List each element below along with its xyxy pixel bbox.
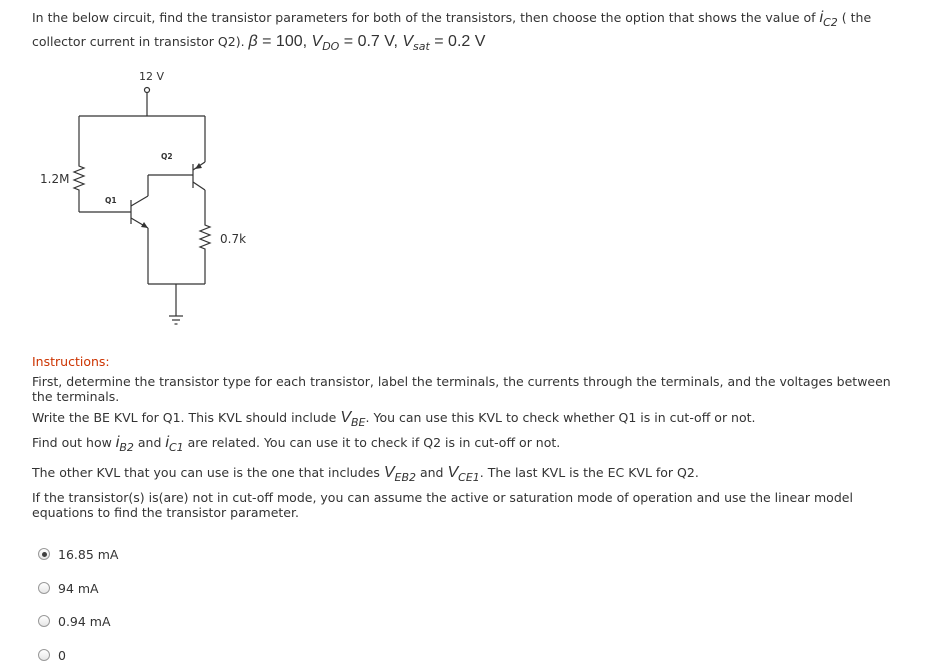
option-2[interactable] xyxy=(38,580,99,596)
q2-collector-lead xyxy=(193,182,205,190)
radio-button[interactable] xyxy=(38,615,50,627)
instruction-p5: If the transistor(s) is(are) not in cut-off mode, you can assume the active or saturation mode of operation and use the linear model equations to find the transistor parameter. xyxy=(32,490,853,520)
q1-collector-lead xyxy=(131,196,148,206)
q1-label: Q1 xyxy=(105,196,117,205)
question-line-1: In the below circuit, find the transistor parameters for both of the transistors, then choose the option that shows the value of iC2 ( the xyxy=(32,9,872,29)
question-line-2: collector current in transistor Q2). β = 100, VDO = 0.7 V, Vsat = 0.2 V xyxy=(32,33,486,53)
instruction-p2: Write the BE KVL for Q1. This KVL should include VBE. You can use this KVL to check whether Q1 is in cut-off or not. xyxy=(32,409,756,429)
instruction-p3: Find out how iB2 and iC1 are related. You can use it to check if Q2 is in cut-off or not. xyxy=(32,434,561,454)
resistor-1-label: 1.2M xyxy=(40,172,70,186)
option-1[interactable] xyxy=(38,546,119,562)
option-4[interactable] xyxy=(38,647,66,663)
q2-emitter-arrow xyxy=(195,163,202,169)
supply-terminal xyxy=(145,88,150,93)
radio-button[interactable] xyxy=(38,582,50,594)
math-var: i xyxy=(819,9,824,26)
resistor-1-2m xyxy=(74,163,84,193)
q2-label: Q2 xyxy=(161,152,173,161)
instructions-title: Instructions: xyxy=(32,354,110,369)
option-label: 0 xyxy=(58,647,66,663)
option-3[interactable] xyxy=(38,613,111,629)
supply-label: 12 V xyxy=(139,70,165,83)
radio-button[interactable] xyxy=(38,649,50,661)
radio-button-selected[interactable] xyxy=(38,548,50,560)
resistor-2-label: 0.7k xyxy=(220,232,247,246)
instruction-p4: The other KVL that you can use is the one that includes VEB2 and VCE1. The last KVL is the EC KVL for Q2. xyxy=(32,464,699,484)
option-label: 94 mA xyxy=(58,580,99,596)
option-label: 0.94 mA xyxy=(58,613,111,629)
resistor-0-7k xyxy=(200,222,210,252)
instruction-p1: First, determine the transistor type for each transistor, label the terminals, the currents through the terminals, and the voltages between the terminals. xyxy=(32,374,891,404)
option-label: 16.85 mA xyxy=(58,546,119,562)
